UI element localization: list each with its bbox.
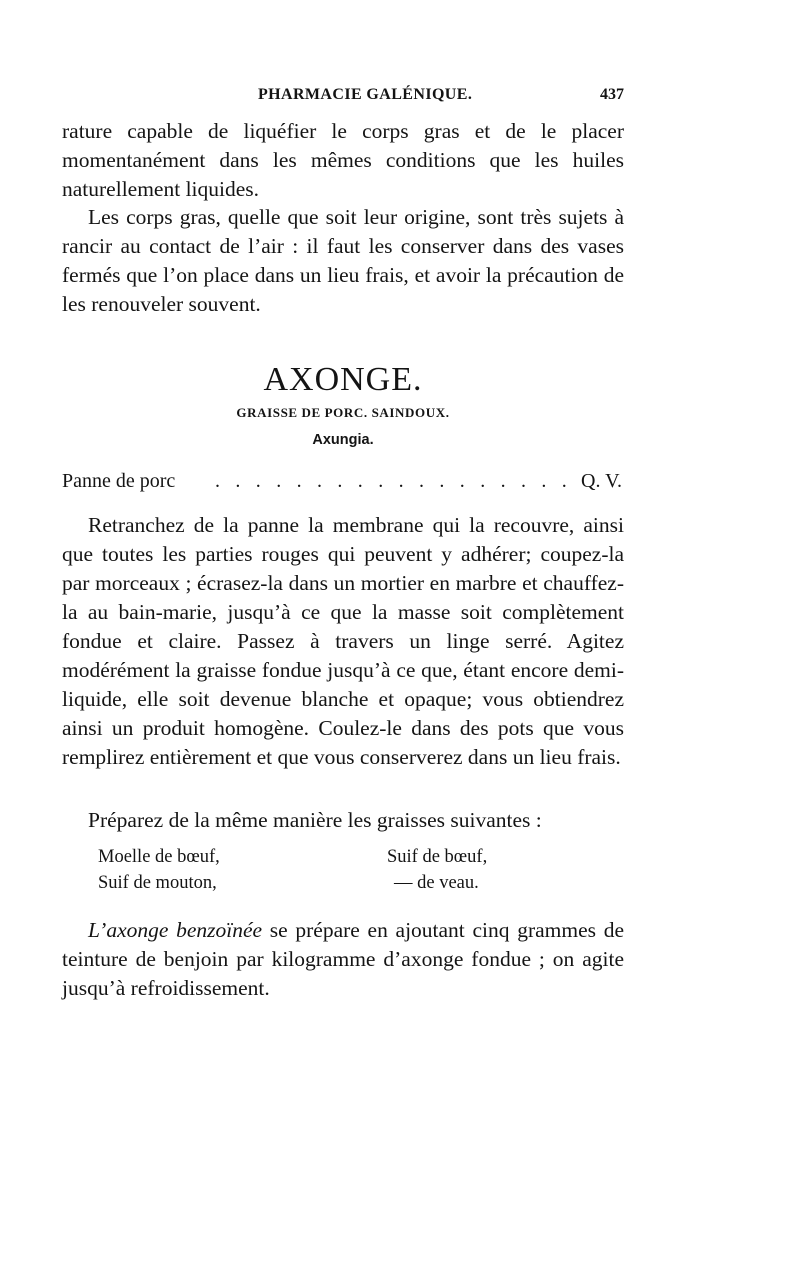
paragraph-continuation: rature capable de liquéfier le corps gras et de le placer momentanément dans les mêmes conditions que les huiles naturellement liquides. (62, 119, 624, 201)
ingredient-line (62, 468, 624, 494)
section-synonyms: GRAISSE DE PORC. SAINDOUX. (236, 405, 450, 420)
fat-item: — de veau. (394, 873, 479, 893)
paragraph-rancidity: Les corps gras, quelle que soit leur origine, sont très sujets à rancir au contact de l’air : il faut les conserver dans des vases fermés que l’on place dans un lieu frais, et avoir la précaution de les renouveler souvent. (62, 205, 624, 316)
section-title: AXONGE. (263, 361, 423, 398)
ingredient-name: Panne de porc (62, 470, 176, 492)
benzoin-text: se prépare en ajoutant cinq grammes de teinture de benjoin par kilogramme d’axonge fondue ; on agite jusqu’à refroidissement. (62, 918, 624, 1000)
leader-dots: . . . . . . . . . . . . . . . . . . (215, 470, 572, 492)
page-number: 437 (600, 86, 624, 103)
fat-item: Suif de mouton, (98, 873, 217, 893)
latin-name: Axungia. (312, 432, 374, 448)
fat-item: Moelle de bœuf, (98, 847, 220, 867)
page-header (62, 86, 624, 108)
paragraph-other-fats: Préparez de la même manière les graisses suivantes : (88, 808, 542, 832)
paragraph-benzoin (62, 916, 624, 1003)
benzoin-term: L’axonge benzoïnée (88, 918, 263, 942)
fat-item: Suif de bœuf, (387, 847, 488, 867)
ingredient-quantity: Q. V. (581, 470, 622, 492)
running-title: PHARMACIE GALÉNIQUE. (258, 86, 473, 103)
paragraph-instructions: Retranchez de la panne la membrane qui la recouvre, ainsi que toutes les parties rouges qui peuvent y adhérer; coupez-la par morceaux ; écrasez-la dans un mortier en marbre et chauffez-la au bain-marie, jusqu’à ce que la masse soit complètement fondue et claire. Passez à travers un linge serré. Agitez modérément la graisse fondue jusqu’à ce que, étant encore demi-liquide, elle soit devenue blanche et opaque; vous obtiendrez ainsi un produit homogène. Coulez-le dans des pots que vous remplirez entièrement et que vous conserverez dans un lieu frais. (62, 513, 624, 769)
